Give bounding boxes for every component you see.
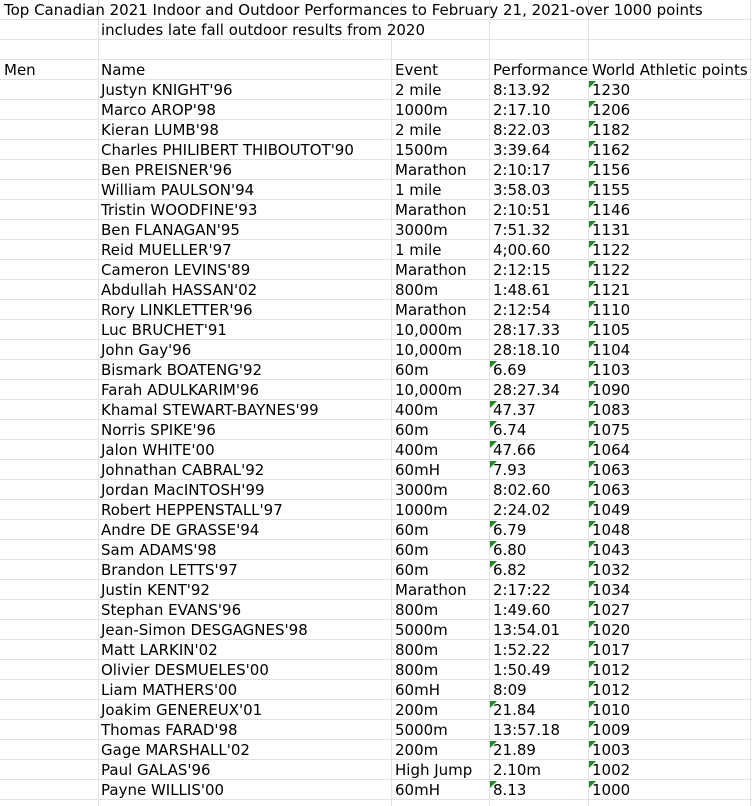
performance-cell[interactable]: 1:50.49: [493, 661, 551, 679]
comment-indicator-icon[interactable]: [490, 461, 497, 468]
event-cell[interactable]: Marathon: [395, 581, 467, 599]
points-cell[interactable]: 1063: [592, 481, 631, 499]
event-cell[interactable]: 3000m: [395, 481, 448, 499]
name-cell[interactable]: Johnathan CABRAL'92: [101, 461, 265, 479]
comment-indicator-icon[interactable]: [589, 141, 596, 148]
event-cell[interactable]: 2 mile: [395, 121, 442, 139]
gridline-vertical: [750, 0, 751, 806]
performance-cell[interactable]: 13:54.01: [493, 621, 561, 639]
performance-cell[interactable]: 47.37: [493, 401, 536, 419]
points-cell[interactable]: 1146: [592, 201, 631, 219]
event-cell[interactable]: 800m: [395, 641, 439, 659]
points-cell[interactable]: 1121: [592, 281, 631, 299]
points-cell[interactable]: 1048: [592, 521, 631, 539]
event-cell[interactable]: 60mH: [395, 461, 440, 479]
performance-cell[interactable]: 7:51.32: [493, 221, 551, 239]
performance-cell[interactable]: 13:57.18: [493, 721, 561, 739]
event-cell[interactable]: 200m: [395, 701, 439, 719]
event-cell[interactable]: High Jump: [395, 761, 473, 779]
comment-indicator-icon[interactable]: [490, 541, 497, 548]
performance-cell[interactable]: 8.13: [493, 781, 527, 799]
name-cell[interactable]: Matt LARKIN'02: [101, 641, 218, 659]
comment-indicator-icon[interactable]: [589, 621, 596, 628]
name-cell[interactable]: Marco AROP'98: [101, 101, 216, 119]
comment-indicator-icon[interactable]: [589, 741, 596, 748]
points-cell[interactable]: 1049: [592, 501, 631, 519]
points-cell[interactable]: 1110: [592, 301, 631, 319]
name-cell[interactable]: Abdullah HASSAN'02: [101, 281, 258, 299]
name-cell[interactable]: Khamal STEWART-BAYNES'99: [101, 401, 319, 419]
comment-indicator-icon[interactable]: [589, 121, 596, 128]
performance-cell[interactable]: 8:22.03: [493, 121, 551, 139]
name-cell[interactable]: Cameron LEVINS'89: [101, 261, 251, 279]
header-points[interactable]: World Athletic points: [592, 61, 748, 79]
name-cell[interactable]: Farah ADULKARIM'96: [101, 381, 260, 399]
name-cell[interactable]: Justyn KNIGHT'96: [101, 81, 233, 99]
comment-indicator-icon[interactable]: [589, 581, 596, 588]
performance-cell[interactable]: 8:13.92: [493, 81, 551, 99]
comment-indicator-icon[interactable]: [589, 181, 596, 188]
points-cell[interactable]: 1122: [592, 241, 631, 259]
points-cell[interactable]: 1043: [592, 541, 631, 559]
event-cell[interactable]: 1000m: [395, 101, 448, 119]
comment-indicator-icon[interactable]: [589, 361, 596, 368]
points-cell[interactable]: 1155: [592, 181, 631, 199]
comment-indicator-icon[interactable]: [589, 261, 596, 268]
name-cell[interactable]: Rory LINKLETTER'96: [101, 301, 253, 319]
performance-cell[interactable]: 1:48.61: [493, 281, 551, 299]
performance-cell[interactable]: 3:58.03: [493, 181, 551, 199]
event-cell[interactable]: 60m: [395, 361, 429, 379]
sheet-subtitle[interactable]: includes late fall outdoor results from 2020: [101, 21, 425, 39]
points-cell[interactable]: 1156: [592, 161, 631, 179]
points-cell[interactable]: 1063: [592, 461, 631, 479]
comment-indicator-icon[interactable]: [589, 521, 596, 528]
name-cell[interactable]: Stephan EVANS'96: [101, 601, 242, 619]
comment-indicator-icon[interactable]: [589, 341, 596, 348]
comment-indicator-icon[interactable]: [589, 301, 596, 308]
performance-cell[interactable]: 4;00.60: [493, 241, 551, 259]
name-cell[interactable]: Justin KENT'92: [101, 581, 210, 599]
performance-cell[interactable]: 6.74: [493, 421, 527, 439]
comment-indicator-icon[interactable]: [589, 201, 596, 208]
header-name[interactable]: Name: [101, 61, 146, 79]
comment-indicator-icon[interactable]: [589, 101, 596, 108]
comment-indicator-icon[interactable]: [589, 421, 596, 428]
points-cell[interactable]: 1090: [592, 381, 631, 399]
name-cell[interactable]: William PAULSON'94: [101, 181, 255, 199]
performance-cell[interactable]: 2.10m: [493, 761, 542, 779]
comment-indicator-icon[interactable]: [589, 401, 596, 408]
comment-indicator-icon[interactable]: [589, 701, 596, 708]
performance-cell[interactable]: 2:10:17: [493, 161, 551, 179]
name-cell[interactable]: Robert HEPPENSTALL'97: [101, 501, 283, 519]
event-cell[interactable]: 1000m: [395, 501, 448, 519]
event-cell[interactable]: 800m: [395, 601, 439, 619]
points-cell[interactable]: 1034: [592, 581, 631, 599]
name-cell[interactable]: Tristin WOODFINE'93: [101, 201, 258, 219]
points-cell[interactable]: 1103: [592, 361, 631, 379]
performance-cell[interactable]: 28:18.10: [493, 341, 561, 359]
comment-indicator-icon[interactable]: [589, 781, 596, 788]
event-cell[interactable]: 10,000m: [395, 341, 463, 359]
points-cell[interactable]: 1083: [592, 401, 631, 419]
points-cell[interactable]: 1017: [592, 641, 631, 659]
performance-cell[interactable]: 3:39.64: [493, 141, 551, 159]
name-cell[interactable]: Thomas FARAD'98: [101, 721, 238, 739]
event-cell[interactable]: 60m: [395, 541, 429, 559]
points-cell[interactable]: 1020: [592, 621, 631, 639]
header-performance[interactable]: Performance: [493, 61, 589, 79]
event-cell[interactable]: 3000m: [395, 221, 448, 239]
performance-cell[interactable]: 28:27.34: [493, 381, 561, 399]
performance-cell[interactable]: 2:17:22: [493, 581, 551, 599]
points-cell[interactable]: 1182: [592, 121, 631, 139]
name-cell[interactable]: Bismark BOATENG'92: [101, 361, 263, 379]
performance-cell[interactable]: 2:10:51: [493, 201, 551, 219]
event-cell[interactable]: 2 mile: [395, 81, 442, 99]
comment-indicator-icon[interactable]: [589, 681, 596, 688]
points-cell[interactable]: 1012: [592, 661, 631, 679]
event-cell[interactable]: Marathon: [395, 301, 467, 319]
name-cell[interactable]: Andre DE GRASSE'94: [101, 521, 260, 539]
event-cell[interactable]: Marathon: [395, 201, 467, 219]
performance-cell[interactable]: 21.89: [493, 741, 536, 759]
sheet-title[interactable]: Top Canadian 2021 Indoor and Outdoor Performances to February 21, 2021-over 1000 points: [4, 1, 703, 19]
event-cell[interactable]: 1 mile: [395, 241, 442, 259]
comment-indicator-icon[interactable]: [490, 421, 497, 428]
name-cell[interactable]: Olivier DESMUELES'00: [101, 661, 269, 679]
comment-indicator-icon[interactable]: [490, 741, 497, 748]
points-cell[interactable]: 1012: [592, 681, 631, 699]
points-cell[interactable]: 1075: [592, 421, 631, 439]
name-cell[interactable]: Sam ADAMS'98: [101, 541, 217, 559]
performance-cell[interactable]: 6.79: [493, 521, 527, 539]
comment-indicator-icon[interactable]: [589, 661, 596, 668]
name-cell[interactable]: Ben PREISNER'96: [101, 161, 233, 179]
name-cell[interactable]: Jalon WHITE'00: [101, 441, 215, 459]
comment-indicator-icon[interactable]: [589, 561, 596, 568]
name-cell[interactable]: Luc BRUCHET'91: [101, 321, 227, 339]
performance-cell[interactable]: 8:02.60: [493, 481, 551, 499]
comment-indicator-icon[interactable]: [589, 321, 596, 328]
gridline-vertical: [391, 0, 392, 806]
name-cell[interactable]: Charles PHILIBERT THIBOUTOT'90: [101, 141, 354, 159]
performance-cell[interactable]: 6.69: [493, 361, 527, 379]
points-cell[interactable]: 1002: [592, 761, 631, 779]
event-cell[interactable]: 60mH: [395, 781, 440, 799]
comment-indicator-icon[interactable]: [490, 561, 497, 568]
points-cell[interactable]: 1010: [592, 701, 631, 719]
points-cell[interactable]: 1230: [592, 81, 631, 99]
points-cell[interactable]: 1131: [592, 221, 631, 239]
event-cell[interactable]: 5000m: [395, 721, 448, 739]
points-cell[interactable]: 1104: [592, 341, 631, 359]
comment-indicator-icon[interactable]: [589, 501, 596, 508]
comment-indicator-icon[interactable]: [589, 601, 596, 608]
event-cell[interactable]: 60mH: [395, 681, 440, 699]
name-cell[interactable]: Norris SPIKE'96: [101, 421, 216, 439]
points-cell[interactable]: 1003: [592, 741, 631, 759]
name-cell[interactable]: Liam MATHERS'00: [101, 681, 238, 699]
points-cell[interactable]: 1122: [592, 261, 631, 279]
performance-cell[interactable]: 2:12:54: [493, 301, 551, 319]
event-cell[interactable]: 200m: [395, 741, 439, 759]
comment-indicator-icon[interactable]: [490, 781, 497, 788]
points-cell[interactable]: 1064: [592, 441, 631, 459]
gridline-vertical: [98, 0, 99, 806]
points-cell[interactable]: 1000: [592, 781, 631, 799]
comment-indicator-icon[interactable]: [589, 381, 596, 388]
event-cell[interactable]: 60m: [395, 561, 429, 579]
comment-indicator-icon[interactable]: [589, 161, 596, 168]
name-cell[interactable]: Brandon LETTS'97: [101, 561, 238, 579]
points-cell[interactable]: 1206: [592, 101, 631, 119]
performance-cell[interactable]: 47.66: [493, 441, 536, 459]
section-label-men[interactable]: Men: [4, 61, 36, 79]
event-cell[interactable]: 5000m: [395, 621, 448, 639]
comment-indicator-icon[interactable]: [589, 461, 596, 468]
comment-indicator-icon[interactable]: [490, 441, 497, 448]
event-cell[interactable]: 400m: [395, 441, 439, 459]
event-cell[interactable]: 1 mile: [395, 181, 442, 199]
name-cell[interactable]: Paul GALAS'96: [101, 761, 211, 779]
performance-cell[interactable]: 2:17.10: [493, 101, 551, 119]
comment-indicator-icon[interactable]: [490, 361, 497, 368]
performance-cell[interactable]: 7.93: [493, 461, 527, 479]
performance-cell[interactable]: 1:49.60: [493, 601, 551, 619]
event-cell[interactable]: Marathon: [395, 161, 467, 179]
points-cell[interactable]: 1009: [592, 721, 631, 739]
event-cell[interactable]: 10,000m: [395, 381, 463, 399]
event-cell[interactable]: 10,000m: [395, 321, 463, 339]
name-cell[interactable]: John Gay'96: [101, 341, 192, 359]
performance-cell[interactable]: 21.84: [493, 701, 536, 719]
comment-indicator-icon[interactable]: [589, 641, 596, 648]
name-cell[interactable]: Joakim GENEREUX'01: [101, 701, 263, 719]
comment-indicator-icon[interactable]: [589, 281, 596, 288]
performance-cell[interactable]: 2:24.02: [493, 501, 551, 519]
name-cell[interactable]: Jean-Simon DESGAGNES'98: [101, 621, 308, 639]
comment-indicator-icon[interactable]: [589, 221, 596, 228]
performance-cell[interactable]: 28:17.33: [493, 321, 561, 339]
name-cell[interactable]: Reid MUELLER'97: [101, 241, 232, 259]
comment-indicator-icon[interactable]: [490, 401, 497, 408]
comment-indicator-icon[interactable]: [589, 541, 596, 548]
name-cell[interactable]: Payne WILLIS'00: [101, 781, 225, 799]
name-cell[interactable]: Jordan MacINTOSH'99: [101, 481, 265, 499]
name-cell[interactable]: Ben FLANAGAN'95: [101, 221, 240, 239]
performance-cell[interactable]: 1:52.22: [493, 641, 551, 659]
event-cell[interactable]: 60m: [395, 421, 429, 439]
comment-indicator-icon[interactable]: [589, 81, 596, 88]
name-cell[interactable]: Kieran LUMB'98: [101, 121, 219, 139]
comment-indicator-icon[interactable]: [490, 701, 497, 708]
event-cell[interactable]: 400m: [395, 401, 439, 419]
event-cell[interactable]: 800m: [395, 661, 439, 679]
comment-indicator-icon[interactable]: [589, 761, 596, 768]
points-cell[interactable]: 1032: [592, 561, 631, 579]
performance-cell[interactable]: 6.82: [493, 561, 527, 579]
comment-indicator-icon[interactable]: [589, 481, 596, 488]
event-cell[interactable]: 60m: [395, 521, 429, 539]
performance-cell[interactable]: 2:12:15: [493, 261, 551, 279]
event-cell[interactable]: 1500m: [395, 141, 448, 159]
performance-cell[interactable]: 8:09: [493, 681, 527, 699]
performance-cell[interactable]: 6.80: [493, 541, 527, 559]
event-cell[interactable]: Marathon: [395, 261, 467, 279]
header-event[interactable]: Event: [395, 61, 438, 79]
points-cell[interactable]: 1162: [592, 141, 631, 159]
name-cell[interactable]: Gage MARSHALL'02: [101, 741, 250, 759]
event-cell[interactable]: 800m: [395, 281, 439, 299]
points-cell[interactable]: 1105: [592, 321, 631, 339]
points-cell[interactable]: 1027: [592, 601, 631, 619]
comment-indicator-icon[interactable]: [490, 521, 497, 528]
comment-indicator-icon[interactable]: [589, 241, 596, 248]
comment-indicator-icon[interactable]: [589, 721, 596, 728]
comment-indicator-icon[interactable]: [589, 441, 596, 448]
